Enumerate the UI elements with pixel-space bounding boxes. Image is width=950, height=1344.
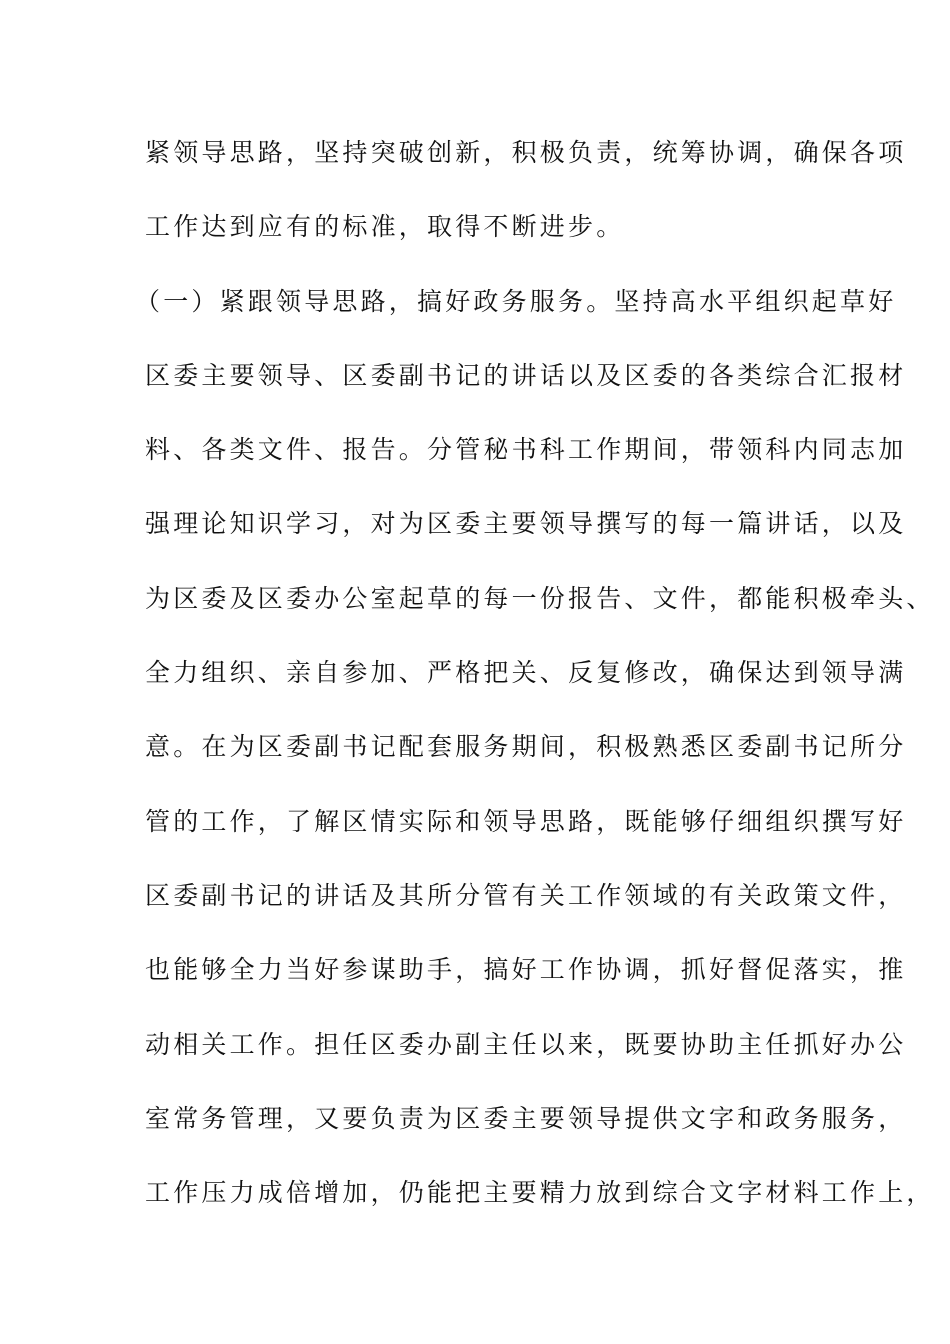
text-line: 室常务管理，又要负责为区委主要领导提供文字和政务服务， bbox=[145, 1103, 907, 1133]
text-line: 动相关工作。担任区委办副主任以来，既要协助主任抓好办公 bbox=[145, 1029, 907, 1059]
text-line: 也能够全力当好参谋助手，搞好工作协调，抓好督促落实，推 bbox=[145, 955, 907, 985]
text-line: 工作压力成倍增加，仍能把主要精力放到综合文字材料工作上， bbox=[145, 1178, 935, 1208]
text-line: 区委主要领导、区委副书记的讲话以及区委的各类综合汇报材 bbox=[145, 360, 907, 390]
section-heading-line: （一）紧跟领导思路，搞好政务服务。坚持高水平组织起草好 bbox=[135, 286, 897, 316]
text-line: 全力组织、亲自参加、严格把关、反复修改，确保达到领导满 bbox=[145, 658, 907, 688]
text-line: 强理论知识学习，对为区委主要领导撰写的每一篇讲话，以及 bbox=[145, 509, 907, 539]
text-line: 区委副书记的讲话及其所分管有关工作领域的有关政策文件， bbox=[145, 880, 907, 910]
text-line: 管的工作，了解区情实际和领导思路，既能够仔细组织撰写好 bbox=[145, 806, 907, 836]
text-line: 为区委及区委办公室起草的每一份报告、文件，都能积极牵头、 bbox=[145, 583, 935, 613]
text-line: 料、各类文件、报告。分管秘书科工作期间，带领科内同志加 bbox=[145, 435, 907, 465]
text-line: 工作达到应有的标准，取得不断进步。 bbox=[145, 212, 625, 242]
text-line: 紧领导思路，坚持突破创新，积极负责，统筹协调，确保各项 bbox=[145, 138, 907, 167]
body-text bbox=[135, 133, 935, 1247]
text-line: 意。在为区委副书记配套服务期间，积极熟悉区委副书记所分 bbox=[145, 732, 907, 762]
